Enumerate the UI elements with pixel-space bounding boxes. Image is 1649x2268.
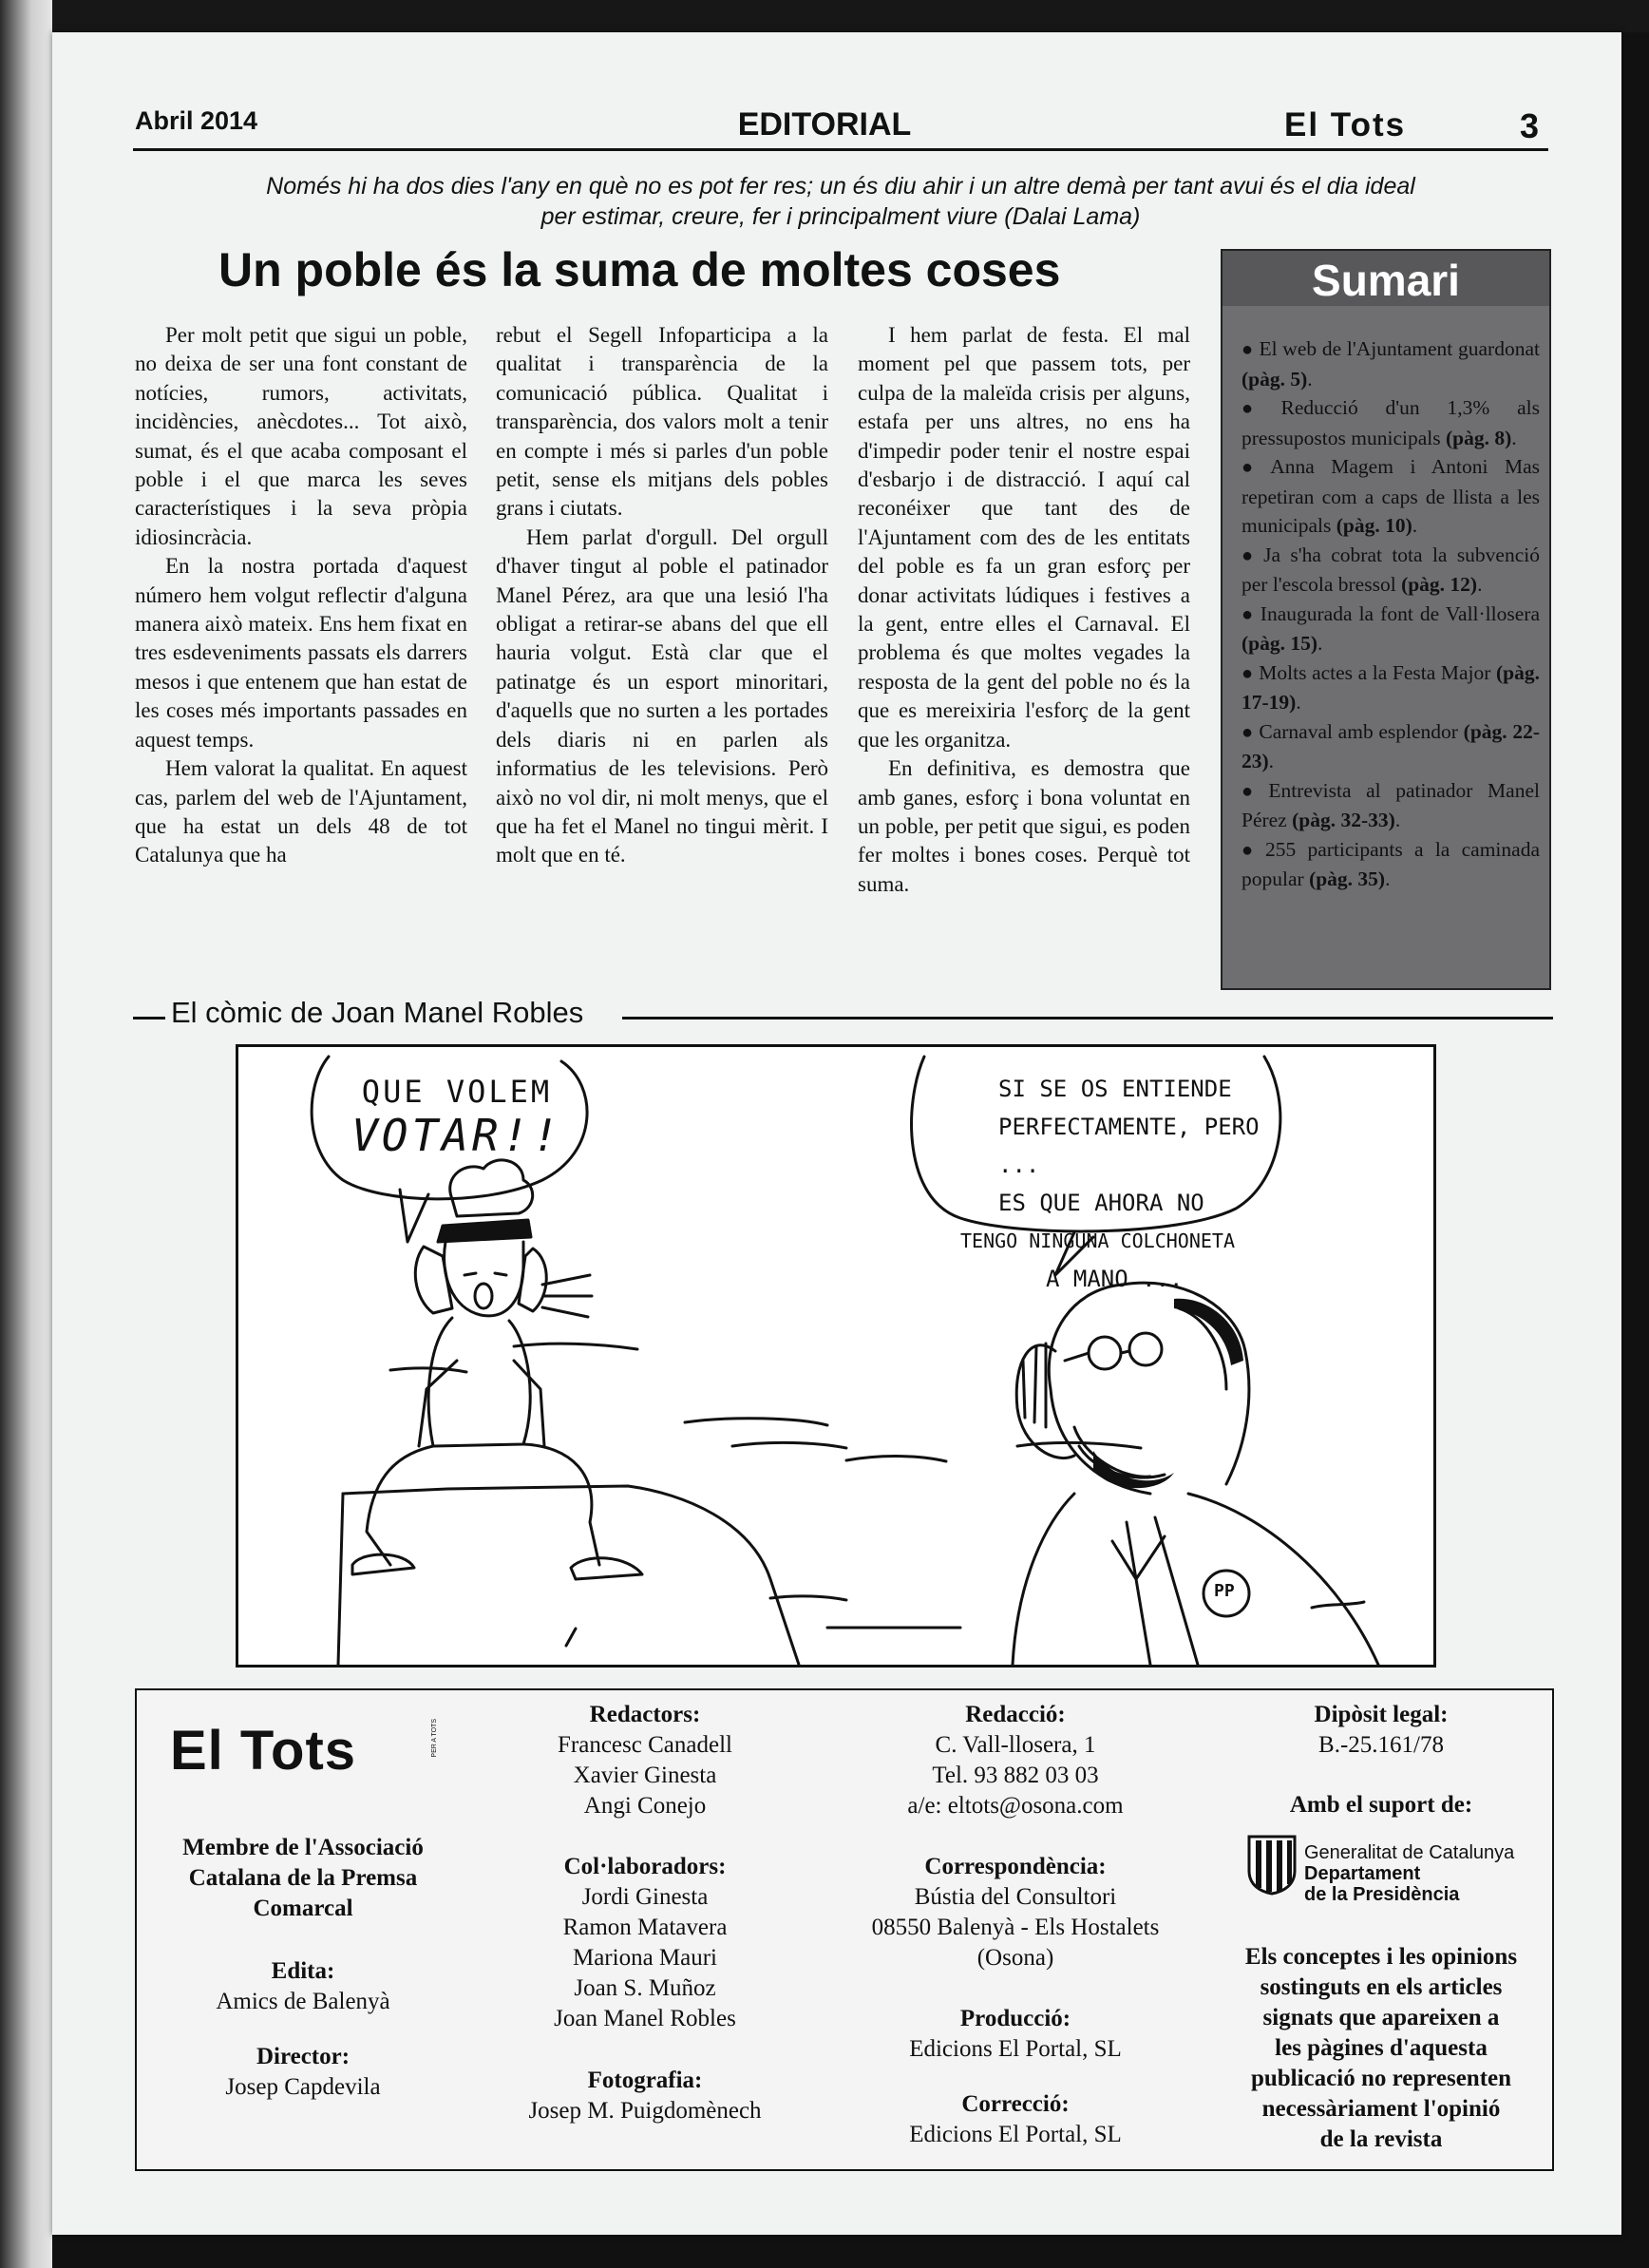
redactors-block: Redactors: Francesc Canadell Xavier Ginesta Angi Conejo — [558, 1702, 732, 1819]
fotografia-block: Fotografia: Josep M. Puigdomènech — [528, 2068, 762, 2124]
comic-rule-left — [133, 1017, 165, 1020]
epigraph-quote — [133, 171, 1548, 232]
article-column-3 — [858, 321, 1190, 899]
disclaimer-block: Els conceptes i les opinions sostinguts en els articles signats que apareixen a les pàgines d'aquesta publicació no representen necessàriament l'opinió de la revista — [1244, 1944, 1518, 2152]
paragraph: rebut el Segell Infoparticipa a la qualitat i transparència de la comunicació pública. Qualitat i transparència, dos valors molt a tenir en compte i més si parles d'un poble petit, sense els mitjans dels pobles grans i ciutats. — [496, 323, 828, 521]
bullet-icon: ● — [1241, 603, 1255, 625]
comic-heading: El còmic de Joan Manel Robles — [171, 996, 584, 1029]
sumari-list — [1241, 334, 1540, 894]
el-tots-logo: El Tots — [170, 1720, 357, 1782]
bullet-icon: ● — [1241, 839, 1260, 861]
generalitat-text: Generalitat de Catalunya Departament de la Presidència — [1304, 1842, 1515, 1905]
sumari-item: ● Entrevista al patinador Manel Pérez (pàg. 32-33). — [1241, 778, 1540, 831]
sumari-box — [1221, 249, 1551, 990]
comic-rule — [622, 1017, 1553, 1020]
brand-name: El Tots — [1284, 106, 1407, 143]
sumari-item: ● Molts actes a la Festa Major (pàg. 17-19). — [1241, 660, 1540, 714]
bullet-icon: ● — [1241, 662, 1254, 684]
member-block: Membre de l'Associació Catalana de la Premsa Comarcal — [182, 1835, 424, 1921]
article-title: Un poble és la suma de moltes coses — [218, 243, 1061, 296]
quote-line-1: Només hi ha dos dies l'any en què no es pot fer res; un és diu ahir i un altre demà per tant avui és el dia ideal — [266, 173, 1415, 200]
quote-line-2: per estimar, creure, fer i principalment viure (Dalai Lama) — [540, 203, 1141, 230]
page-number: 3 — [1520, 106, 1540, 145]
paragraph: En definitiva, es demostra que amb ganes, esforç i bona voluntat en un poble, per petit que sigui, es poden fer moltes i bones coses. Perquè tot suma. — [858, 756, 1190, 896]
produccio-block: Producció: Edicions El Portal, SL — [909, 2006, 1122, 2062]
article-column-1 — [135, 321, 467, 870]
bullet-icon: ● — [1241, 457, 1265, 478]
header-rule — [133, 148, 1548, 151]
colophon-box — [135, 1688, 1554, 2171]
bullet-icon: ● — [1241, 339, 1254, 360]
scan-left-edge — [0, 0, 52, 2268]
collaborators-block: Col·laboradors: Jordi Ginesta Ramon Matavera Mariona Mauri Joan S. Muñoz Joan Manel Robles — [554, 1854, 736, 2031]
sumari-item: ● Reducció d'un 1,3% als pressupostos municipals (pàg. 8). — [1241, 396, 1540, 449]
generalitat-seal-icon — [1245, 1833, 1298, 1896]
sumari-item: ● Inaugurada la font de Vall·llosera (pàg. 15). — [1241, 601, 1540, 655]
sumari-item: ● Carnaval amb esplendor (pàg. 22-23). — [1241, 719, 1540, 772]
suport-label: Amb el suport de: — [1289, 1792, 1473, 1818]
article-column-2 — [496, 321, 828, 870]
bullet-icon: ● — [1241, 780, 1263, 802]
section-title: EDITORIAL — [737, 106, 912, 143]
paragraph: Hem valorat la qualitat. En aquest cas, parlem del web de l'Ajuntament, que ha estat un dels 48 de tot Catalunya que ha — [135, 756, 467, 867]
sumari-item: ● El web de l'Ajuntament guardonat (pàg. 5). — [1241, 337, 1540, 391]
scan-top-band — [0, 0, 1649, 32]
redaccio-block: Redacció: C. Vall-llosera, 1 Tel. 93 882 03 03 a/e: eltots@osona.com — [907, 1702, 1124, 1819]
paragraph: I hem parlat de festa. El mal moment pel que passem tots, per culpa de la maleïda crisis per alguns, estafa per uns altres, no ens ha d'impedir poder tenir el nostre espai d'esbarjo i de distracció. I aquí cal reconéixer que tant des de l'Ajuntament com des de les entitats del poble es fa un gran esforç per donar activitats lúdiques i festives a la gent, entre elles el Carnaval. El problema és que moltes vegades la resposta de la gent del poble no és la que es mereixiria l'esforç de la gent que les organitza. — [858, 323, 1190, 752]
sumari-item: ● 255 participants a la caminada popular (pàg. 35). — [1241, 837, 1540, 890]
logo-tagline: PER A TOTS — [431, 1719, 438, 1758]
generalitat-logo — [1245, 1833, 1540, 1905]
bullet-icon: ● — [1241, 544, 1259, 566]
sumari-item: ● Anna Magem i Antoni Mas repetiran com a caps de llista a les municipals (pàg. 10). — [1241, 455, 1540, 537]
sumari-item: ● Ja s'ha cobrat tota la subvenció per l'escola bressol (pàg. 12). — [1241, 543, 1540, 596]
director-block: Director: Josep Capdevila — [225, 2044, 381, 2100]
issue-date: Abril 2014 — [135, 106, 258, 135]
paragraph: En la nostra portada d'aquest número hem volgut reflectir d'alguna manera això mateix. Ens hem fixat en tres esdeveniments passats els darrers mesos i que entenem que han estat de les coses més importants passades en aquest temps. — [135, 554, 467, 752]
correspondencia-block: Correspondència: Bústia del Consultori 08550 Balenyà - Els Hostalets (Osona) — [871, 1854, 1160, 1971]
left-bubble-text: QUE VOLEM VOTAR!! — [351, 1074, 562, 1161]
paragraph: Per molt petit que sigui un poble, no deixa de ser una font constant de notícies, rumors, activitats, incidències, anècdotes... Tot això, sumat, és el que acaba composant el poble i el que marca les seves característiques i la seva pròpia idiosincràcia. — [135, 323, 467, 549]
edita-block: Edita: Amics de Balenyà — [216, 1958, 390, 2014]
right-bubble-text: SI SE OS ENTIENDE PERFECTAMENTE, PERO ... ES QUE AHORA NO TENGO NINGUNA COLCHONETA A MANO ... — [960, 1076, 1260, 1292]
bullet-icon: ● — [1241, 398, 1276, 419]
correccio-block: Correcció: Edicions El Portal, SL — [909, 2091, 1122, 2147]
pp-badge: PP — [1214, 1581, 1235, 1601]
diposit-block: Dipòsit legal: B.-25.161/78 — [1314, 1702, 1449, 1758]
sumari-title: Sumari — [1223, 251, 1549, 306]
comic-strip — [236, 1044, 1436, 1668]
paragraph: Hem parlat d'orgull. Del orgull d'haver tingut al poble el patinador Manel Pérez, ara que una lesió l'ha obligat a retirar-se abans del que ell hauria volgut. Està clar que el patinatge és un esport minoritari, d'aquells que no surten a les portades dels diaris ni en parlen als informatius de les televisions. Però això no vol dir, ni molt menys, que el que ha fet el Manel no tingui mèrit. I molt que en té. — [496, 524, 828, 867]
bullet-icon: ● — [1241, 721, 1254, 743]
